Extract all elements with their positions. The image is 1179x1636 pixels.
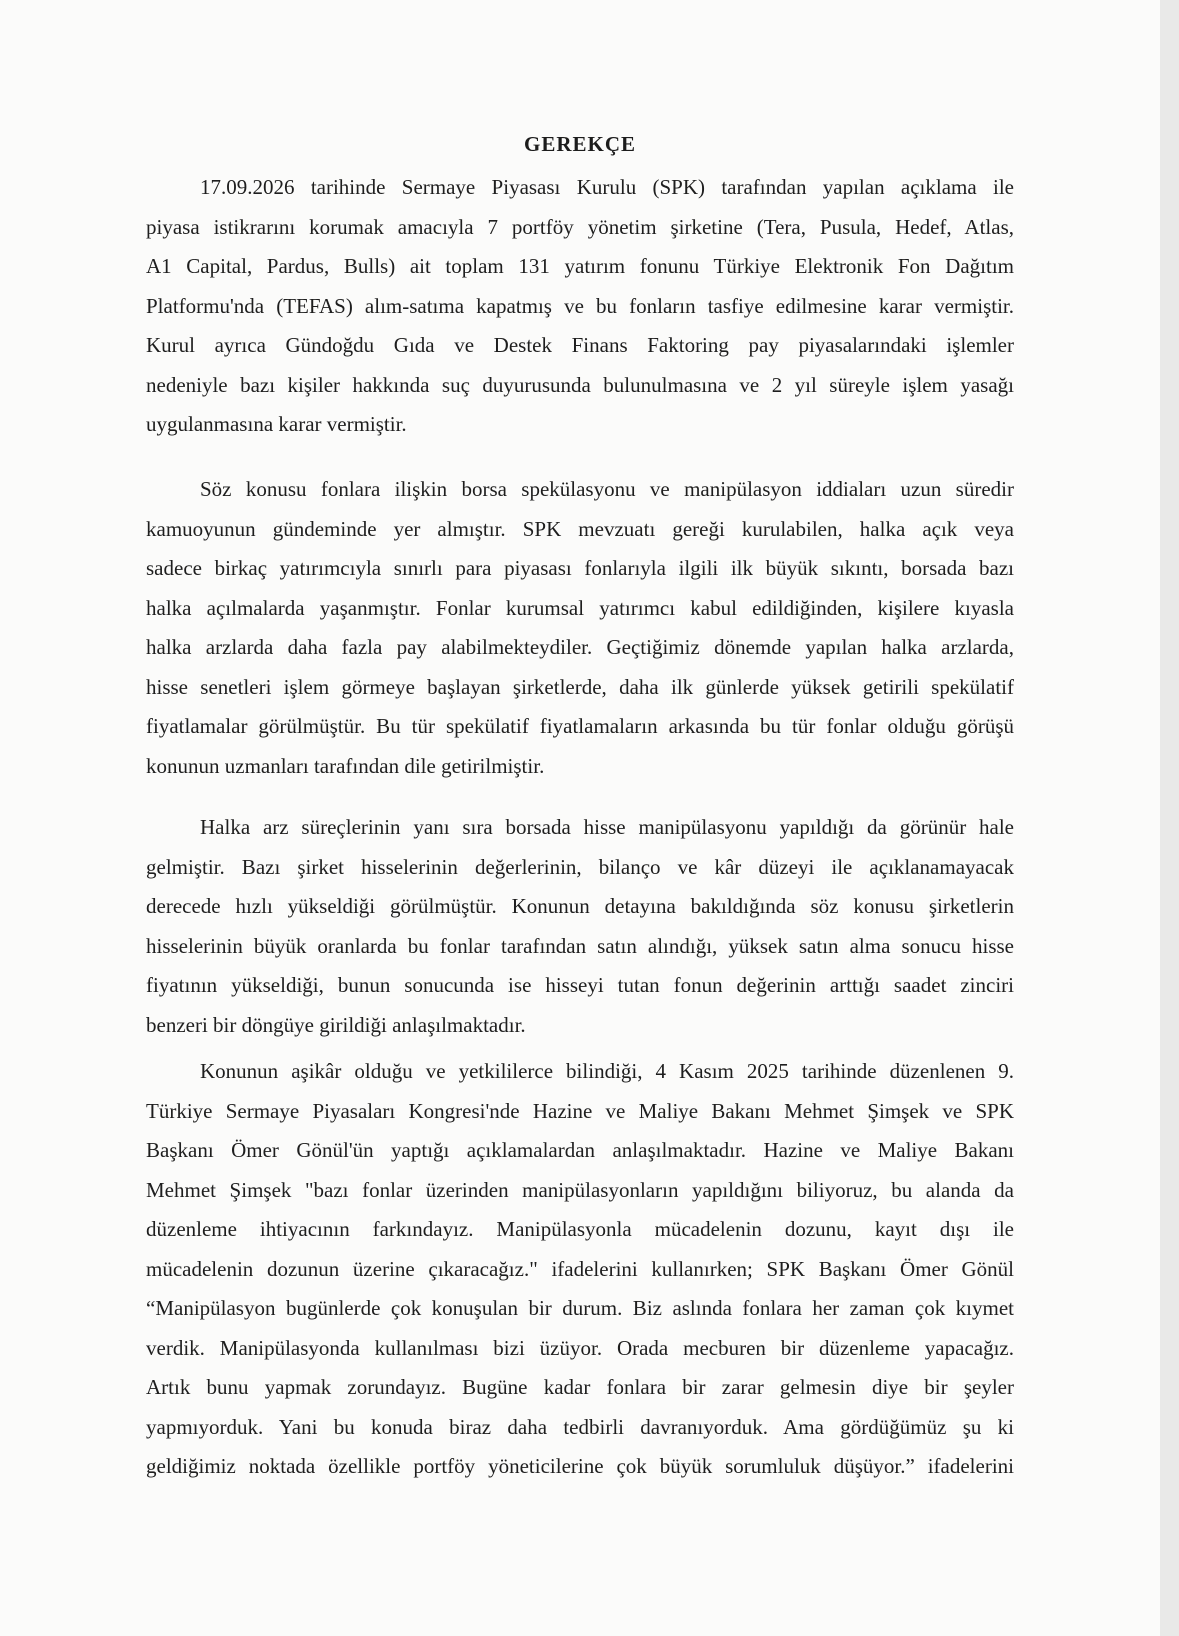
paragraph-line: A1 Capital, Pardus, Bulls) ait toplam 131 yatırım fonunu Türkiye Elektronik Fon Dağıtım bbox=[146, 254, 1014, 278]
paragraph-line: Platformu'nda (TEFAS) alım-satıma kapatmış ve bu fonların tasfiye edilmesine karar vermiştir. bbox=[146, 293, 1014, 318]
paragraph-line: düzenleme ihtiyacının farkındayız. Manipülasyonla mücadelenin dozunu, kayıt dışı ile bbox=[146, 1217, 1014, 1241]
paragraph-line: uygulanmasına karar vermiştir. bbox=[146, 412, 407, 436]
paragraph-line: piyasa istikrarını korumak amacıyla 7 portföy yönetim şirketine (Tera, Pusula, Hedef, Atlas, bbox=[146, 214, 1014, 239]
paragraph-line: yapmıyorduk. Yani bu konuda biraz daha tedbirli davranıyorduk. Ama gördüğümüz şu ki bbox=[146, 1414, 1014, 1439]
paragraph-1 bbox=[146, 168, 1014, 445]
paragraph-line: Söz konusu fonlara ilişkin borsa spekülasyonu ve manipülasyon iddiaları uzun süredir bbox=[200, 477, 1014, 501]
document-title: GEREKÇE bbox=[523, 132, 637, 156]
paragraph-4 bbox=[146, 1052, 1014, 1487]
paragraph-line: fiyatının yükseldiği, bunun sonucunda ise hisseyi tutan fonun değerinin arttığı saadet zinciri bbox=[146, 973, 1014, 997]
paragraph-line: verdik. Manipülasyonda kullanılması bizi üzüyor. Orada mecburen bir düzenleme yapacağız. bbox=[146, 1335, 1014, 1360]
page-edge-shadow bbox=[1160, 0, 1179, 1636]
paragraph-line: hisse senetleri işlem görmeye başlayan şirketlerde, daha ilk günlerde yüksek getirili spekülatif bbox=[146, 674, 1014, 699]
paragraph-3 bbox=[146, 808, 1014, 1045]
paragraph-line: Kurul ayrıca Gündoğdu Gıda ve Destek Finans Faktoring pay piyasalarındaki işlemler bbox=[146, 333, 1014, 357]
paragraph-line: derecede hızlı yükseldiği görülmüştür. Konunun detayına bakıldığında söz konusu şirketlerin bbox=[146, 894, 1014, 918]
paragraph-line: sadece birkaç yatırımcıyla sınırlı para piyasası fonlarıyla ilgili ilk büyük sıkıntı, borsada bazı bbox=[146, 556, 1014, 580]
paragraph-line: halka açılmalarda yaşanmıştır. Fonlar kurumsal yatırımcı kabul edildiğinden, kişilere kıyasla bbox=[146, 595, 1014, 620]
paragraph-line: gelmiştir. Bazı şirket hisselerinin değerlerinin, bilanço ve kâr düzeyi ile açıklanamayacak bbox=[146, 854, 1014, 879]
paragraph-line: nedeniyle bazı kişiler hakkında suç duyurusunda bulunulmasına ve 2 yıl süreyle işlem yasağı bbox=[146, 372, 1014, 397]
paragraph-2 bbox=[146, 470, 1014, 786]
paragraph-line: Artık bunu yapmak zorundayız. Bugüne kadar fonlara bir zarar gelmesin diye bir şeyler bbox=[146, 1375, 1014, 1399]
paragraph-line: geldiğimiz noktada özellikle portföy yöneticilerine çok büyük sorumluluk düşüyor.” ifadelerini bbox=[146, 1454, 1014, 1478]
paragraph-line: 17.09.2026 tarihinde Sermaye Piyasası Kurulu (SPK) tarafından yapılan açıklama ile bbox=[200, 175, 1014, 199]
paragraph-line: kamuoyunun gündeminde yer almıştır. SPK mevzuatı gereği kurulabilen, halka açık veya bbox=[146, 516, 1014, 541]
paragraph-line: “Manipülasyon bugünlerde çok konuşulan bir durum. Biz aslında fonlara her zaman çok kıymet bbox=[146, 1296, 1014, 1320]
paragraph-line: Türkiye Sermaye Piyasaları Kongresi'nde Hazine ve Maliye Bakanı Mehmet Şimşek ve SPK bbox=[146, 1098, 1014, 1123]
paragraph-line: konunun uzmanları tarafından dile getirilmiştir. bbox=[146, 753, 545, 778]
paragraph-line: halka arzlarda daha fazla pay alabilmekteydiler. Geçtiğimiz dönemde yapılan halka arzlarda, bbox=[146, 635, 1014, 659]
paragraph-line: Başkanı Ömer Gönül'ün yaptığı açıklamalardan anlaşılmaktadır. Hazine ve Maliye Bakanı bbox=[146, 1138, 1014, 1162]
paragraph-line: hisselerinin büyük oranlarda bu fonlar tarafından satın alındığı, yüksek satın alma sonucu hisse bbox=[146, 933, 1014, 958]
paragraph-line: Mehmet Şimşek "bazı fonlar üzerinden manipülasyonların yapıldığını biliyoruz, bu alanda da bbox=[146, 1177, 1014, 1202]
paragraph-line: Konunun aşikâr olduğu ve yetkililerce bilindiği, 4 Kasım 2025 tarihinde düzenlenen 9. bbox=[200, 1059, 1014, 1083]
paragraph-line: fiyatlamalar görülmüştür. Bu tür spekülatif fiyatlamaların arkasında bu tür fonlar olduğu görüşü bbox=[146, 714, 1014, 738]
paragraph-line: Halka arz süreçlerinin yanı sıra borsada hisse manipülasyonu yapıldığı da görünür hale bbox=[200, 815, 1014, 839]
paragraph-line: mücadelenin dozunun üzerine çıkaracağız." ifadelerini kullanırken; SPK Başkanı Ömer Gönül bbox=[146, 1256, 1014, 1281]
paragraph-line: benzeri bir döngüye girildiği anlaşılmaktadır. bbox=[146, 1012, 526, 1037]
